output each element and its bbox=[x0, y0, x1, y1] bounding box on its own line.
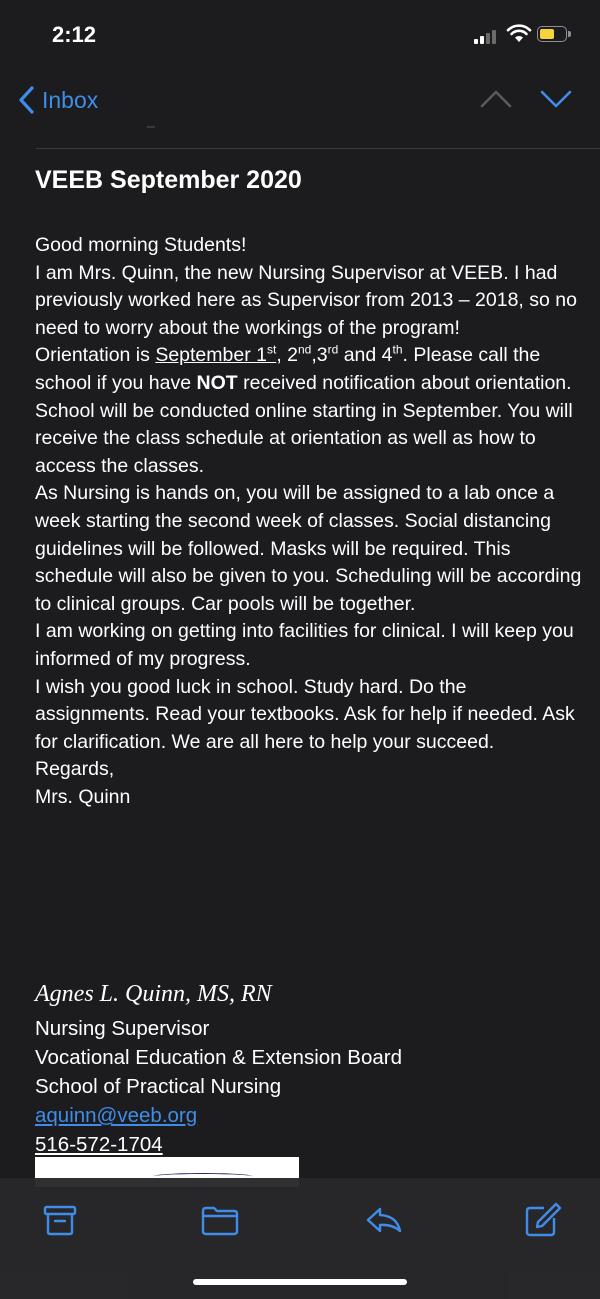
home-indicator[interactable] bbox=[193, 1279, 407, 1285]
orientation-date-link[interactable]: September 1st bbox=[155, 342, 277, 367]
folder-icon[interactable] bbox=[200, 1200, 240, 1240]
clinical-paragraph: I am working on getting into facilities for clinical. I will keep you informed of my progress. bbox=[35, 620, 574, 670]
next-message-button[interactable] bbox=[538, 84, 574, 112]
signature-email-link[interactable]: aquinn@veeb.org bbox=[35, 1104, 198, 1127]
header-tick bbox=[147, 126, 155, 128]
online-paragraph: School will be conducted online starting in September. You will receive the class schedule at orientation as well as how to access the classes. bbox=[35, 399, 573, 477]
back-label: Inbox bbox=[42, 86, 99, 113]
signature-school: School of Practical Nursing bbox=[35, 1075, 282, 1098]
chevron-left-icon bbox=[16, 85, 38, 115]
signature-phone-link[interactable]: 516-572-1704 bbox=[35, 1133, 163, 1156]
status-time: 2:12 bbox=[52, 22, 97, 47]
not-emphasis: NOT bbox=[196, 371, 238, 394]
signoff: Mrs. Quinn bbox=[35, 785, 131, 808]
nav-bar bbox=[0, 70, 600, 128]
previous-message-button[interactable] bbox=[478, 84, 514, 112]
signature-title: Nursing Supervisor bbox=[35, 1017, 210, 1040]
status-bar bbox=[0, 0, 600, 70]
cellular-signal-icon bbox=[474, 30, 500, 44]
reply-icon[interactable] bbox=[364, 1200, 404, 1240]
email-body bbox=[35, 232, 583, 811]
header-divider bbox=[36, 148, 600, 149]
lab-paragraph: As Nursing is hands on, you will be assigned to a lab once a week starting the second week of classes. Social distancing guidelines will be followed. Masks will be required. This schedule will also be given to you. Scheduling will be according to clinical groups. Car pools will be together. bbox=[35, 482, 582, 615]
archive-icon[interactable] bbox=[40, 1200, 80, 1240]
wifi-icon bbox=[506, 24, 532, 44]
signature-name: Agnes L. Quinn, MS, RN bbox=[35, 981, 272, 1007]
good-luck-paragraph: I wish you good luck in school. Study hard. Do the assignments. Read your textbooks. Ask for help if needed. Ask for clarification. We are all here to help your succeed. bbox=[35, 675, 575, 753]
signature-org: Vocational Education & Extension Board bbox=[35, 1046, 402, 1069]
closing: Regards, bbox=[35, 758, 115, 781]
back-to-inbox-button[interactable] bbox=[16, 80, 98, 120]
signature-block bbox=[35, 1014, 402, 1159]
orientation-paragraph: Orientation is September 1st, 2nd,3rd and 4th. Please call the school if you have NOT received notification about orientation. bbox=[35, 342, 572, 394]
intro-paragraph: I am Mrs. Quinn, the new Nursing Supervisor at VEEB. I had previously worked here as Supervisor from 2013 – 2018, so no need to worry about the workings of the program! bbox=[35, 261, 577, 339]
battery-icon bbox=[537, 26, 569, 44]
greeting: Good morning Students! bbox=[35, 234, 247, 256]
orientation-pre: Orientation is bbox=[35, 344, 156, 367]
compose-icon[interactable] bbox=[522, 1200, 562, 1240]
battery-level bbox=[540, 29, 554, 39]
email-subject: VEEB September 2020 bbox=[35, 166, 302, 194]
